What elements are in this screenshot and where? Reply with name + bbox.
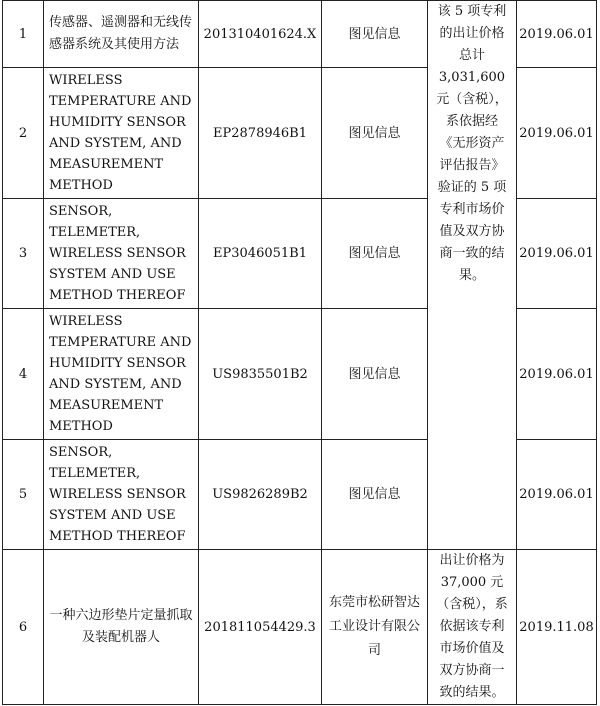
transfer-date: 2019.11.08: [517, 550, 597, 705]
transfer-date: 2019.06.01: [517, 309, 597, 440]
row-number: 4: [3, 309, 44, 440]
transfer-date: 2019.06.01: [517, 1, 597, 68]
transfer-date: 2019.06.01: [517, 199, 597, 309]
patent-table-container: [2, 0, 597, 705]
patent-name: SENSOR, TELEMETER, WIRELESS SENSOR SYSTEM AND USE METHOD THEREOF: [44, 199, 199, 309]
row-number: 6: [3, 550, 44, 705]
patent-number: US9826289B2: [199, 440, 322, 550]
patent-name: 一种六边形垫片定量抓取及装配机器人: [44, 550, 199, 705]
patent-number: 201811054429.3: [199, 550, 322, 705]
patent-name: WIRELESS TEMPERATURE AND HUMIDITY SENSOR AND SYSTEM, AND MEASUREMENT METHOD: [44, 68, 199, 199]
patent-owner: 图见信息: [322, 309, 428, 440]
patent-owner: 图见信息: [322, 440, 428, 550]
patent-number: 201310401624.X: [199, 1, 322, 68]
patent-owner: 东莞市松研智达工业设计有限公司: [322, 550, 428, 705]
patent-number: US9835501B2: [199, 309, 322, 440]
table-row: [3, 550, 597, 705]
table-row: [3, 1, 597, 68]
patent-transfer-table: [2, 0, 597, 705]
transfer-price-note: 该 5 项专利的出让价格总计 3,031,600 元（含税），系依据经《无形资产评估报告》验证的 5 项专利市场价值及双方协商一致的结果。: [428, 1, 517, 550]
transfer-date: 2019.06.01: [517, 68, 597, 199]
transfer-price-note: 出让价格为 37,000 元（含税），系依据该专利市场价值及双方协商一致的结果。: [428, 550, 517, 705]
patent-number: EP3046051B1: [199, 199, 322, 309]
row-number: 5: [3, 440, 44, 550]
patent-owner: 图见信息: [322, 1, 428, 68]
row-number: 1: [3, 1, 44, 68]
patent-owner: 图见信息: [322, 199, 428, 309]
row-number: 2: [3, 68, 44, 199]
patent-name: 传感器、遥测器和无线传感器系统及其使用方法: [44, 1, 199, 68]
patent-name: SENSOR, TELEMETER, WIRELESS SENSOR SYSTEM AND USE METHOD THEREOF: [44, 440, 199, 550]
patent-name: WIRELESS TEMPERATURE AND HUMIDITY SENSOR AND SYSTEM, AND MEASUREMENT METHOD: [44, 309, 199, 440]
patent-number: EP2878946B1: [199, 68, 322, 199]
transfer-date: 2019.06.01: [517, 440, 597, 550]
row-number: 3: [3, 199, 44, 309]
patent-owner: 图见信息: [322, 68, 428, 199]
